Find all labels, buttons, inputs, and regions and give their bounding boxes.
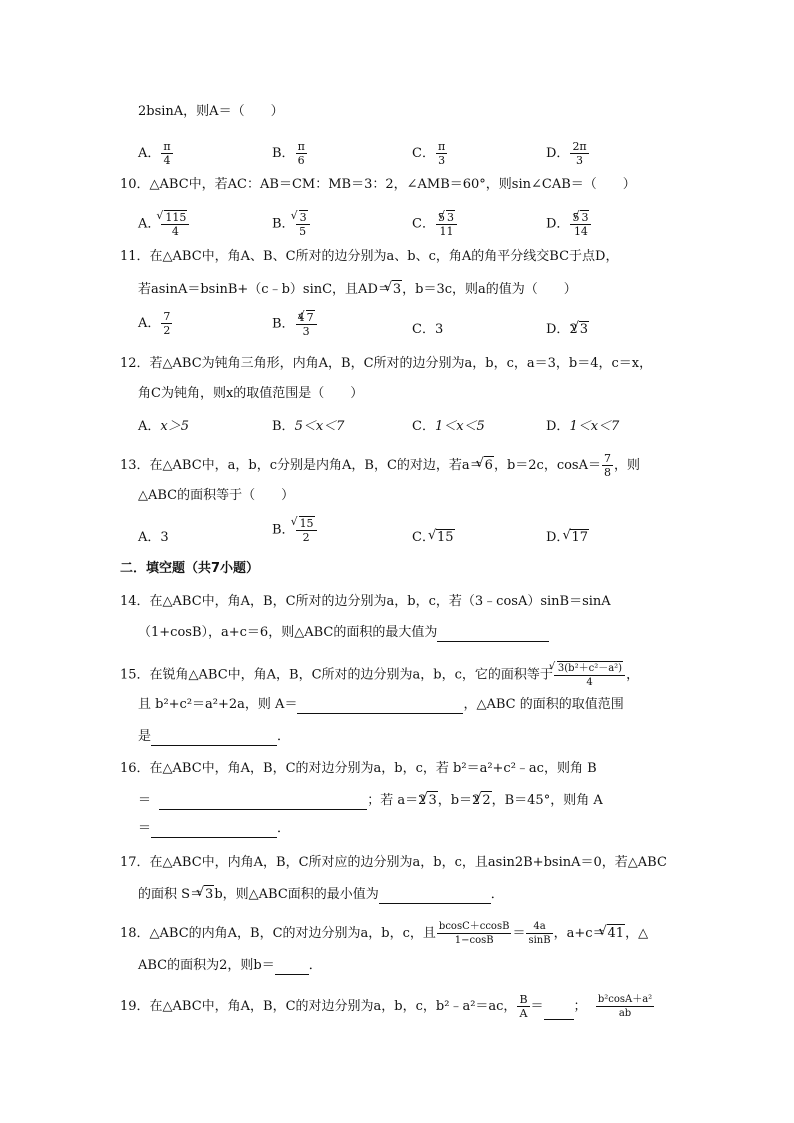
q11-option-a[interactable]: A． $\frac{7}{2}$ xyxy=(138,310,171,337)
q16-line1: 16．在△ABC中，角A，B，C的对边分别为a，b，c，若 b²＝a²+c²﹣ac，则角 B xyxy=(120,761,597,776)
q12-option-c[interactable]: C．1＜x＜5 xyxy=(412,419,485,434)
q12-option-d[interactable]: D．1＜x＜7 xyxy=(546,419,620,434)
q15-line3: 是 ． xyxy=(138,729,291,744)
q12-line1: 12．若△ABC为钝角三角形，内角A，B，C所对的边分别为a，b，c，a＝3，b＝4，c＝x， xyxy=(120,356,653,371)
q11-option-b[interactable]: B． $\frac{4√ 7}{3}$ xyxy=(272,310,318,338)
q12-option-b[interactable]: B．5＜x＜7 xyxy=(272,419,345,434)
q15-answer-blank-range[interactable] xyxy=(151,731,277,746)
q17-answer-blank[interactable] xyxy=(379,889,491,904)
q14-line2: （1+cosB），a+c＝6，则△ABC的面积的最大值为 xyxy=(138,624,549,642)
q17-line1: 17．在△ABC中，内角A，B，C所对应的边分别为a，b，c，且asin2B+bsinA＝0，若△ABC xyxy=(120,855,667,870)
q18-answer-blank[interactable] xyxy=(275,960,309,975)
q15-line2: 且 b²+c²＝a²+2a，则 A＝ ，△ABC 的面积的取值范围 xyxy=(138,697,624,712)
section-title: 二．填空题（共7小题） xyxy=(120,561,260,576)
q17-line2: 的面积 S＝√ 3b，则△ABC面积的最小值为 ． xyxy=(138,885,504,904)
q15-answer-blank-a[interactable] xyxy=(297,699,463,714)
q13-option-b[interactable]: B． √ $\frac{15}{2}$ xyxy=(272,516,318,544)
q13-option-d[interactable]: D．√ 17 xyxy=(546,526,589,545)
q14-answer-blank[interactable] xyxy=(437,627,549,642)
q11-line1: 11．在△ABC中，角A、B、C所对的边分别为a、b、c，角A的角平分线交BC于点D， xyxy=(120,249,619,264)
q14-line1: 14．在△ABC中，角A，B，C所对的边分别为a，b，c，若（3﹣cosA）sinB＝sinA xyxy=(120,594,611,609)
q10-option-c[interactable]: C． $\frac{5√ 3}{11}$ xyxy=(412,210,458,238)
q19-answer-blank[interactable] xyxy=(544,1005,574,1020)
q10-stem: 10．△ABC中，若AC：AB＝CM：MB＝3：2，∠AMB＝60°，则sin∠CAB＝（ ） xyxy=(120,177,636,192)
q18-line1: 18．△ABC的内角A，B，C的对边分别为a，b，c，且 $\frac{bcosC+ccosB}{1-\cos B}$ ＝ $\frac{4a}{\sin B}$ ，a+c＝√ 41，△ xyxy=(120,920,648,947)
q10-option-d[interactable]: D． $\frac{5√ 3}{14}$ xyxy=(546,210,592,238)
q11-line2: 若asinA＝bsinB+（c﹣b）sinC，且AD＝√ 3，b＝3c，则a的值为（ ） xyxy=(138,280,577,299)
q11-option-d[interactable]: D．2√ 3 xyxy=(546,318,589,337)
q19-line1: 19．在△ABC中，角A，B，C的对边分别为a，b，c，b²﹣a²＝ac， $\frac{B}{A}$ ＝ ； $\frac{\text{b²cosA＋a²}}{ab}$ xyxy=(120,993,653,1020)
q13-line2: △ABC的面积等于（ ） xyxy=(138,488,295,503)
q9-option-c[interactable]: C． $\frac{\pi}{3}$ xyxy=(412,140,446,167)
q9-option-d[interactable]: D． $\frac{2\pi}{3}$ xyxy=(546,140,587,167)
q11-option-c[interactable]: C．3 xyxy=(412,322,444,337)
q16-line2: ＝ ；若 a＝2√ 3，b＝2√ 2，B＝45°，则角 A xyxy=(138,791,603,810)
q16-answer-blank-a[interactable] xyxy=(151,823,277,838)
q15-line1: 15．在锐角△ABC中，角A，B，C所对的边分别为a，b，c，它的面积等于 √ $\frac{\text{3(b²＋c²－a²)}}{4}$ ， xyxy=(120,661,639,689)
q9-option-a[interactable]: A． $\frac{\pi}{4}$ xyxy=(138,140,171,167)
q10-option-b[interactable]: B． √ $\frac{3}{5}$ xyxy=(272,210,311,238)
q16-line3: ＝ ． xyxy=(138,821,291,836)
q10-option-a[interactable]: A． √ $\frac{115}{4}$ xyxy=(138,210,190,238)
q13-option-a[interactable]: A．3 xyxy=(138,530,169,545)
q9-tail: 2bsinA，则A＝（ ） xyxy=(138,104,284,119)
q16-answer-blank-b[interactable] xyxy=(159,795,367,810)
q18-line2: ABC的面积为2，则b＝ ． xyxy=(138,958,322,973)
q13-option-c[interactable]: C．√ 15 xyxy=(412,526,455,545)
q12-option-a[interactable]: A．x＞5 xyxy=(138,419,189,434)
q13-line1: 13．在△ABC中，a，b，c分别是内角A，B，C的对边，若a＝√ 6，b＝2c，cosA＝ $\frac{7}{8}$ ，则 xyxy=(120,452,640,479)
q9-option-b[interactable]: B． $\frac{\pi}{6}$ xyxy=(272,140,305,167)
q12-line2: 角C为钝角，则x的取值范围是（ ） xyxy=(138,386,364,401)
